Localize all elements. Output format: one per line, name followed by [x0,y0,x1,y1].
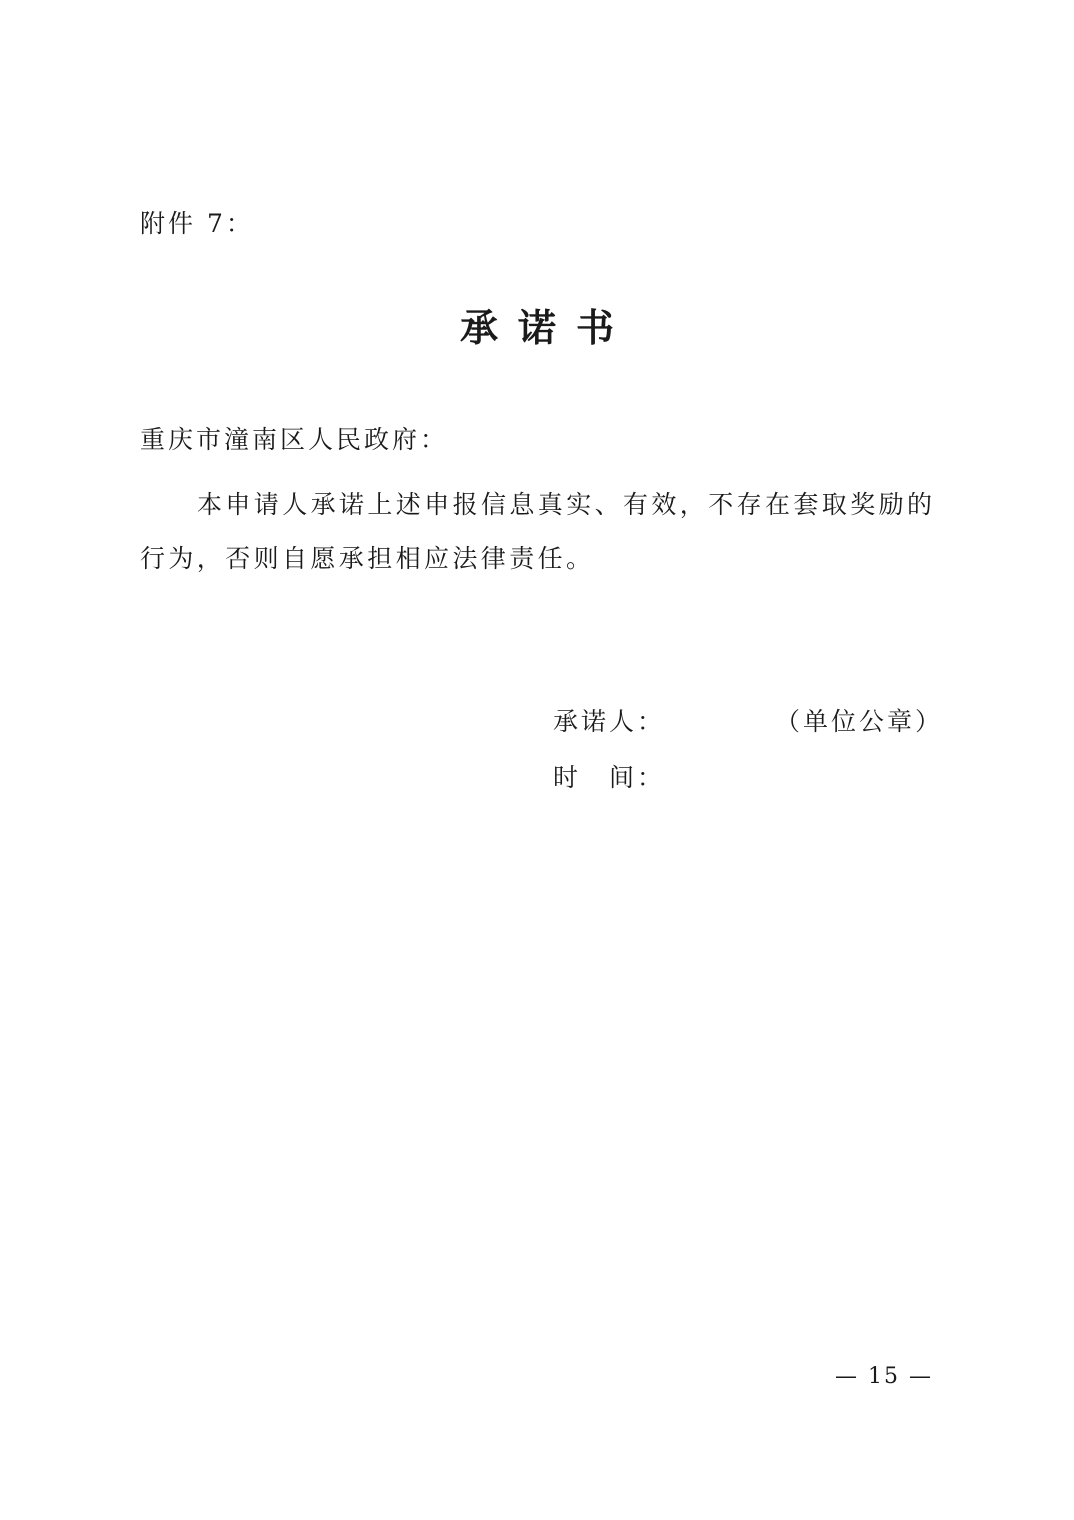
addressee: 重庆市潼南区人民政府： [140,425,449,454]
document-title: 承诺书 [459,305,634,350]
time-label [553,760,665,796]
time-label-part1: 时 [553,763,582,792]
attachment-label: 附件 7： [140,209,254,238]
seal-note: （单位公章） [775,707,944,736]
commitment-body: 本申请人承诺上述申报信息真实、有效，不存在套取奖励的行为，否则自愿承担相应法律责任。 [140,490,936,573]
time-label-part2: 间： [609,763,666,792]
page-number: — 15 — [835,1364,933,1389]
promisor-label: 承诺人： [553,707,666,736]
